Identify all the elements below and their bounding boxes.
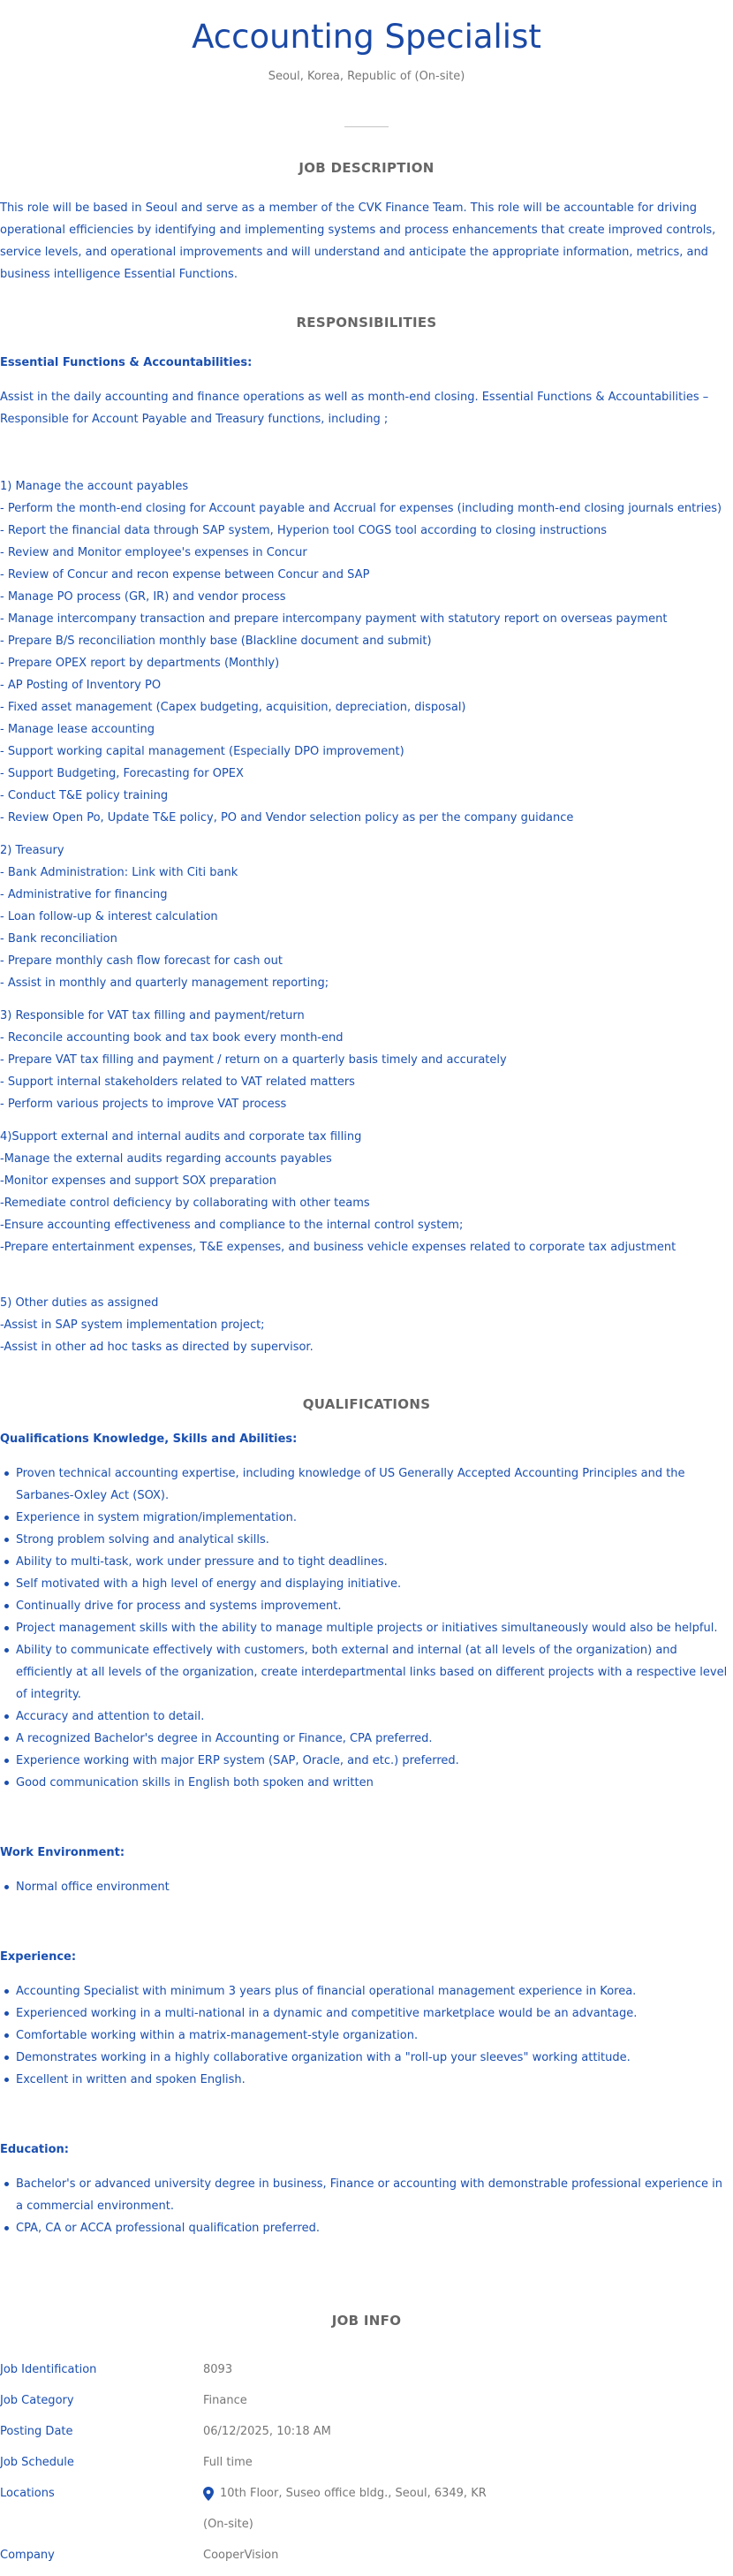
responsibility-group-5 bbox=[0, 1292, 733, 1358]
education-list bbox=[0, 2173, 733, 2239]
list-item: - Support Budgeting, Forecasting for OPEX bbox=[0, 767, 244, 780]
list-item: - Reconcile accounting book and tax book every month-end bbox=[0, 1031, 344, 1045]
work-environment-title: Work Environment: bbox=[0, 1846, 125, 1859]
list-item: - Conduct T&E policy training bbox=[0, 789, 169, 802]
job-id-label: Job Identification bbox=[0, 2363, 97, 2376]
job-id-value: 8093 bbox=[203, 2363, 233, 2376]
list-item: Project management skills with the ability to manage multiple projects or initiatives simultaneously would also be helpful. bbox=[16, 1617, 733, 1639]
list-item: - Review of Concur and recon expense between Concur and SAP bbox=[0, 568, 370, 581]
responsibility-group-title: 2) Treasury bbox=[0, 844, 64, 857]
job-description-heading: JOB DESCRIPTION bbox=[298, 160, 435, 176]
company-row bbox=[0, 2544, 733, 2566]
list-item: Accounting Specialist with minimum 3 years plus of financial operational management experience in Korea. bbox=[16, 1980, 733, 2002]
list-item: -Assist in SAP system implementation project; bbox=[0, 1318, 265, 1332]
locations-value-block bbox=[203, 2482, 487, 2535]
list-item: Bachelor's or advanced university degree in business, Finance or accounting with demonstrable professional experience in a commercial environment. bbox=[16, 2173, 733, 2217]
list-item: - Fixed asset management (Capex budgeting, acquisition, depreciation, disposal) bbox=[0, 701, 466, 714]
list-item: Comfortable working within a matrix-management-style organization. bbox=[16, 2025, 733, 2047]
location-onsite: (On-site) bbox=[203, 2518, 253, 2531]
list-item: -Prepare entertainment expenses, T&E expenses, and business vehicle expenses related to corporate tax adjustment bbox=[0, 1241, 676, 1254]
list-item: Excellent in written and spoken English. bbox=[16, 2069, 733, 2091]
company-value: CooperVision bbox=[203, 2549, 279, 2562]
list-item: Strong problem solving and analytical skills. bbox=[16, 1529, 733, 1551]
job-schedule-label: Job Schedule bbox=[0, 2456, 74, 2469]
posting-date-row bbox=[0, 2420, 733, 2443]
list-item: -Assist in other ad hoc tasks as directed by supervisor. bbox=[0, 1341, 314, 1354]
job-description-text: This role will be based in Seoul and serve as a member of the CVK Finance Team. This role will be accountable for driving operational efficiencies by identifying and implementing systems and process enhancements that create improved controls, service levels, and operational improvements and will understand and anticipate the appropriate information, metrics, and business intelligence Essential Functions. bbox=[0, 201, 716, 281]
location-address: 10th Floor, Suseo office bldg., Seoul, 6349, KR bbox=[220, 2487, 487, 2500]
list-item: - Perform various projects to improve VAT process bbox=[0, 1098, 287, 1111]
experience-title: Experience: bbox=[0, 1950, 77, 1964]
list-item: - Report the financial data through SAP system, Hyperion tool COGS tool according to closing instructions bbox=[0, 524, 607, 537]
list-item: Good communication skills in English both spoken and written bbox=[16, 1772, 733, 1794]
list-item: Ability to communicate effectively with customers, both external and internal (at all levels of the organization) and efficiently at all levels of the organization, create interdepartmental links based on different projects with a respective level of integrity. bbox=[16, 1639, 733, 1706]
essential-functions-title: Essential Functions & Accountabilities: bbox=[0, 356, 253, 369]
list-item: Normal office environment bbox=[16, 1876, 733, 1898]
list-item: - Review and Monitor employee's expenses in Concur bbox=[0, 546, 307, 559]
list-item: A recognized Bachelor's degree in Accounting or Finance, CPA preferred. bbox=[16, 1728, 733, 1750]
list-item: CPA, CA or ACCA professional qualification preferred. bbox=[16, 2217, 733, 2239]
list-item: - Prepare B/S reconciliation monthly base (Blackline document and submit) bbox=[0, 635, 432, 648]
list-item: - Assist in monthly and quarterly management reporting; bbox=[0, 976, 329, 990]
job-category-value: Finance bbox=[203, 2394, 247, 2407]
job-category-row bbox=[0, 2390, 733, 2412]
list-item: - Support working capital management (Especially DPO improvement) bbox=[0, 745, 404, 758]
list-item: - Administrative for financing bbox=[0, 888, 168, 901]
list-item: - Support internal stakeholders related to VAT related matters bbox=[0, 1075, 355, 1089]
list-item: Self motivated with a high level of energy and displaying initiative. bbox=[16, 1573, 733, 1595]
list-item: -Monitor expenses and support SOX preparation bbox=[0, 1174, 276, 1188]
list-item: Demonstrates working in a highly collaborative organization with a "roll-up your sleeves" working attitude. bbox=[16, 2047, 733, 2069]
list-item: - AP Posting of Inventory PO bbox=[0, 679, 162, 692]
list-item: Proven technical accounting expertise, including knowledge of US Generally Accepted Accounting Principles and the Sarbanes-Oxley Act (SOX). bbox=[16, 1463, 733, 1507]
posting-date-value: 06/12/2025, 10:18 AM bbox=[203, 2425, 331, 2438]
job-location: Seoul, Korea, Republic of (On-site) bbox=[268, 70, 465, 83]
job-title: Accounting Specialist bbox=[192, 18, 541, 56]
list-item: - Loan follow-up & interest calculation bbox=[0, 910, 218, 923]
list-item: - Review Open Po, Update T&E policy, PO and Vendor selection policy as per the company guidance bbox=[0, 811, 574, 824]
education-title: Education: bbox=[0, 2143, 69, 2156]
responsibilities-intro: Assist in the daily accounting and finance operations as well as month-end closing. Essential Functions & Accountabilities – Responsible for Account Payable and Treasury functions, including ; bbox=[0, 391, 709, 426]
qualifications-heading: QUALIFICATIONS bbox=[302, 1396, 431, 1412]
list-item: Accuracy and attention to detail. bbox=[16, 1706, 733, 1728]
list-item: - Manage PO process (GR, IR) and vendor process bbox=[0, 590, 286, 604]
list-item: - Prepare VAT tax filling and payment / return on a quarterly basis timely and accurately bbox=[0, 1053, 507, 1067]
list-item: Experience in system migration/implementation. bbox=[16, 1507, 733, 1529]
job-schedule-row bbox=[0, 2451, 733, 2473]
job-info-heading: JOB INFO bbox=[331, 2313, 402, 2329]
posting-date-label: Posting Date bbox=[0, 2425, 73, 2438]
experience-list bbox=[0, 1980, 733, 2091]
job-info-table bbox=[0, 2359, 733, 2566]
responsibility-group-title: 1) Manage the account payables bbox=[0, 480, 189, 493]
responsibility-group-3 bbox=[0, 1005, 733, 1115]
job-id-row bbox=[0, 2359, 733, 2381]
locations-label: Locations bbox=[0, 2487, 55, 2500]
location-pin-icon bbox=[203, 2487, 214, 2501]
list-item: - Perform the month-end closing for Account payable and Accrual for expenses (including month-end closing journals entries) bbox=[0, 502, 722, 515]
header-divider bbox=[344, 126, 389, 127]
list-item: -Remediate control deficiency by collaborating with other teams bbox=[0, 1197, 370, 1210]
list-item: -Ensure accounting effectiveness and compliance to the internal control system; bbox=[0, 1219, 464, 1232]
responsibility-group-2 bbox=[0, 840, 733, 994]
list-item: Continually drive for process and systems improvement. bbox=[16, 1595, 733, 1617]
list-item: - Prepare monthly cash flow forecast for cash out bbox=[0, 954, 283, 968]
responsibility-group-4 bbox=[0, 1126, 733, 1258]
company-label: Company bbox=[0, 2549, 55, 2562]
location-line[interactable] bbox=[203, 2482, 487, 2504]
locations-row bbox=[0, 2482, 733, 2535]
list-item: Experience working with major ERP system (SAP, Oracle, and etc.) preferred. bbox=[16, 1750, 733, 1772]
job-category-label: Job Category bbox=[0, 2394, 74, 2407]
job-schedule-value: Full time bbox=[203, 2456, 253, 2469]
responsibility-group-title: 5) Other duties as assigned bbox=[0, 1296, 159, 1310]
list-item: - Manage lease accounting bbox=[0, 723, 155, 736]
list-item: - Prepare OPEX report by departments (Monthly) bbox=[0, 657, 280, 670]
list-item: Experienced working in a multi-national in a dynamic and competitive marketplace would be an advantage. bbox=[16, 2002, 733, 2025]
list-item: -Manage the external audits regarding accounts payables bbox=[0, 1152, 332, 1166]
responsibilities-heading: RESPONSIBILITIES bbox=[296, 315, 437, 331]
work-environment-list bbox=[0, 1876, 733, 1898]
list-item: - Bank reconciliation bbox=[0, 932, 117, 946]
qualifications-knowledge-title: Qualifications Knowledge, Skills and Abilities: bbox=[0, 1432, 298, 1446]
responsibility-group-title: 4)Support external and internal audits and corporate tax filling bbox=[0, 1130, 362, 1144]
responsibility-group-1 bbox=[0, 475, 733, 829]
qualifications-list bbox=[0, 1463, 733, 1794]
list-item: Ability to multi-task, work under pressure and to tight deadlines. bbox=[16, 1551, 733, 1573]
list-item: - Bank Administration: Link with Citi bank bbox=[0, 866, 238, 879]
responsibility-group-title: 3) Responsible for VAT tax filling and payment/return bbox=[0, 1009, 305, 1022]
list-item: - Manage intercompany transaction and prepare intercompany payment with statutory report on overseas payment bbox=[0, 612, 668, 626]
